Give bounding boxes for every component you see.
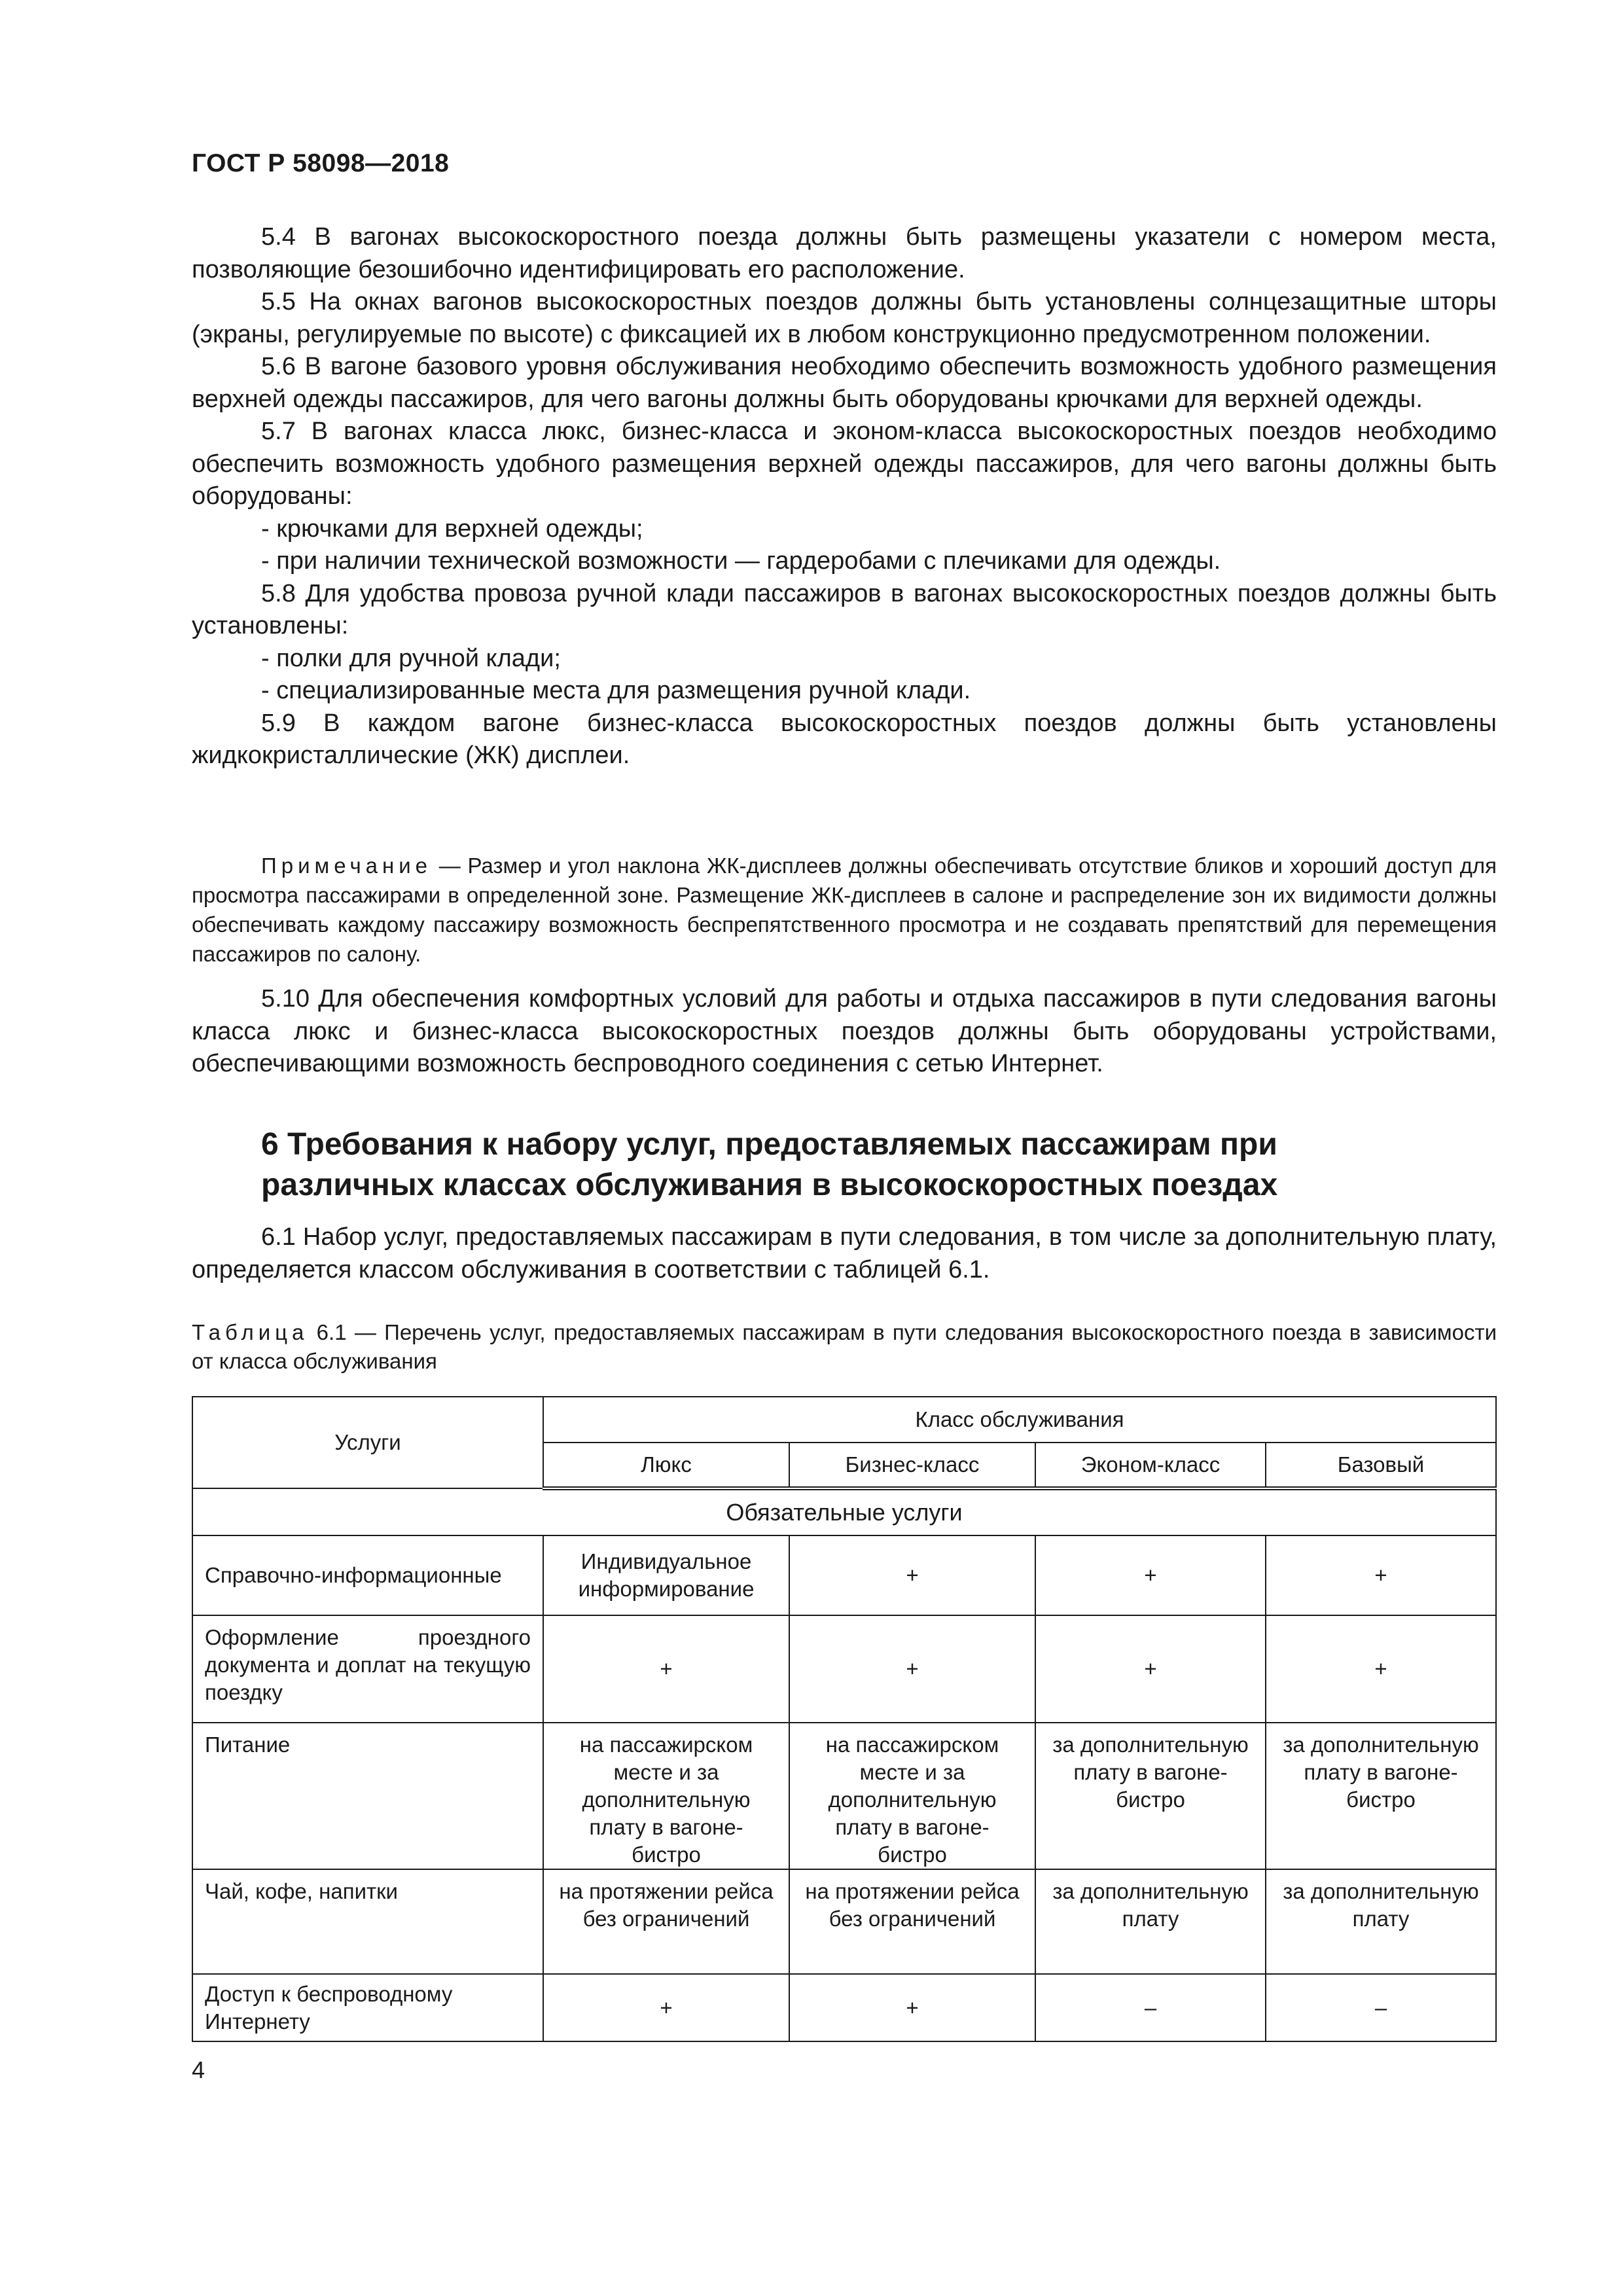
table-cell: +: [1266, 1615, 1496, 1723]
table-caption: [192, 1318, 1497, 1376]
column-header-service-class: Класс обслуживания: [543, 1397, 1496, 1443]
column-header-basic: Базовый: [1266, 1443, 1496, 1488]
table-cell-service: Оформление проездного документа и доплат на текущую поездку: [192, 1615, 543, 1723]
table-cell: +: [1035, 1615, 1266, 1723]
table-row: [192, 1535, 1496, 1615]
table-cell: за дополнительную плату в вагоне-бистро: [1266, 1723, 1496, 1869]
table-cell: –: [1035, 1974, 1266, 2041]
table-cell: +: [1266, 1535, 1496, 1615]
list-item: - при наличии технической возможности — гардеробами с плечиками для одежды.: [261, 547, 1221, 575]
table-row: [192, 1723, 1496, 1869]
column-header-business: Бизнес-класс: [789, 1443, 1035, 1488]
table-cell: +: [543, 1974, 789, 2041]
table-cell: за дополнительную плату: [1035, 1869, 1266, 1974]
document-header: ГОСТ Р 58098—2018: [192, 149, 450, 177]
table-cell: на пассажирском месте и за дополнительную плату в вагоне-бистро: [543, 1723, 789, 1869]
table-cell: Индивидуальное информирование: [543, 1535, 789, 1615]
table-cell: за дополнительную плату в вагоне-бистро: [1035, 1723, 1266, 1869]
table-cell: +: [789, 1974, 1035, 2041]
paragraph-6-1-block: [192, 1221, 1497, 1286]
table-cell: +: [543, 1615, 789, 1723]
table-cell: за дополнительную плату: [1266, 1869, 1496, 1974]
paragraph-6-1: 6.1 Набор услуг, предоставляемых пассажирам в пути следования, в том числе за дополнительную плату, определяется классом обслуживания в соответствии с таблицей 6.1.: [192, 1223, 1497, 1283]
table-cell: на протяжении рейса без ограничений: [543, 1869, 789, 1974]
table-cell: –: [1266, 1974, 1496, 2041]
section-6-heading-line2: различных классах обслуживания в высокоскоростных поездах: [261, 1168, 1278, 1202]
table-row: [192, 1974, 1496, 2041]
column-header-economy: Эконом-класс: [1035, 1443, 1266, 1488]
table-caption-label: Таблица: [192, 1320, 309, 1344]
paragraph-5-5: 5.5 На окнах вагонов высокоскоростных поездов должны быть установлены солнцезащитные шторы (экраны, регулируемые по высоте) с фиксацией их в любом конструкционно предусмотренном положении.: [192, 288, 1497, 348]
list-item: - специализированные места для размещения ручной клади.: [261, 677, 971, 704]
column-header-lux: Люкс: [543, 1443, 789, 1488]
page-number: 4: [192, 2056, 205, 2083]
table-cell: +: [1035, 1535, 1266, 1615]
paragraph-5-9: 5.9 В каждом вагоне бизнес-класса высокоскоростных поездов должны быть установлены жидкокристаллические (ЖК) дисплеи.: [192, 709, 1497, 769]
table-cell: на пассажирском месте и за дополнительную плату в вагоне-бистро: [789, 1723, 1035, 1869]
note-text: — Размер и угол наклона ЖК-дисплеев должны обеспечивать отсутствие бликов и хороший доступ для просмотра пассажирами в определенной зоне. Размещение ЖК-дисплеев в салоне и распределение зон их видимости должны обеспечивать каждому пассажиру возможность беспрепятственного просмотра и не создавать препятствий для перемещения пассажиров по салону.: [192, 853, 1497, 966]
table-cell-service: Доступ к беспроводному Интернету: [192, 1974, 543, 2041]
services-table: [192, 1396, 1497, 2042]
table-cell-service: Чай, кофе, напитки: [192, 1869, 543, 1974]
paragraph-5-4: 5.4 В вагонах высокоскоростного поезда должны быть размещены указатели с номером места, позволяющие безошибочно идентифицировать его расположение.: [192, 223, 1497, 283]
list-item: - крючками для верхней одежды;: [261, 514, 643, 543]
paragraph-5-6: 5.6 В вагоне базового уровня обслуживания необходимо обеспечить возможность удобного размещения верхней одежды пассажиров, для чего вагоны должны быть оборудованы крючками для верхней одежды.: [192, 353, 1497, 413]
note-label: Примечание: [261, 853, 433, 878]
table-cell: на протяжении рейса без ограничений: [789, 1869, 1035, 1974]
section-6-heading: [261, 1124, 1439, 1206]
table-cell-service: Справочно-информационные: [192, 1535, 543, 1615]
table-cell: +: [789, 1535, 1035, 1615]
table-cell-service: Питание: [192, 1723, 543, 1869]
paragraph-5-10: 5.10 Для обеспечения комфортных условий для работы и отдыха пассажиров в пути следования вагоны класса люкс и бизнес-класса высокоскоростных поездов должны быть оборудованы устройствами, обеспечивающими возможность беспроводного соединения с сетью Интернет.: [192, 985, 1497, 1077]
note-block: [192, 851, 1497, 969]
paragraph-5-10-block: [192, 983, 1497, 1081]
table-row: [192, 1615, 1496, 1723]
table-section-row: Обязательные услуги: [192, 1488, 1496, 1535]
paragraph-5-7: 5.7 В вагонах класса люкс, бизнес-класса и эконом-класса высокоскоростных поездов необходимо обеспечить возможность удобного размещения верхней одежды пассажиров, для чего вагоны должны быть оборудованы:: [192, 418, 1497, 510]
table-row: [192, 1869, 1496, 1974]
column-header-services: Услуги: [192, 1397, 543, 1488]
list-item: - полки для ручной клади;: [261, 644, 561, 672]
section-6-heading-line1: 6 Требования к набору услуг, предоставляемых пассажирам при: [261, 1127, 1277, 1162]
table-cell: +: [789, 1615, 1035, 1723]
section-5-paragraphs: [192, 221, 1497, 772]
table-caption-text: 6.1 — Перечень услуг, предоставляемых пассажирам в пути следования высокоскоростного поезда в зависимости от класса обслуживания: [192, 1320, 1497, 1373]
paragraph-5-8: 5.8 Для удобства провоза ручной клади пассажиров в вагонах высокоскоростных поездов должны быть установлены:: [192, 579, 1497, 639]
